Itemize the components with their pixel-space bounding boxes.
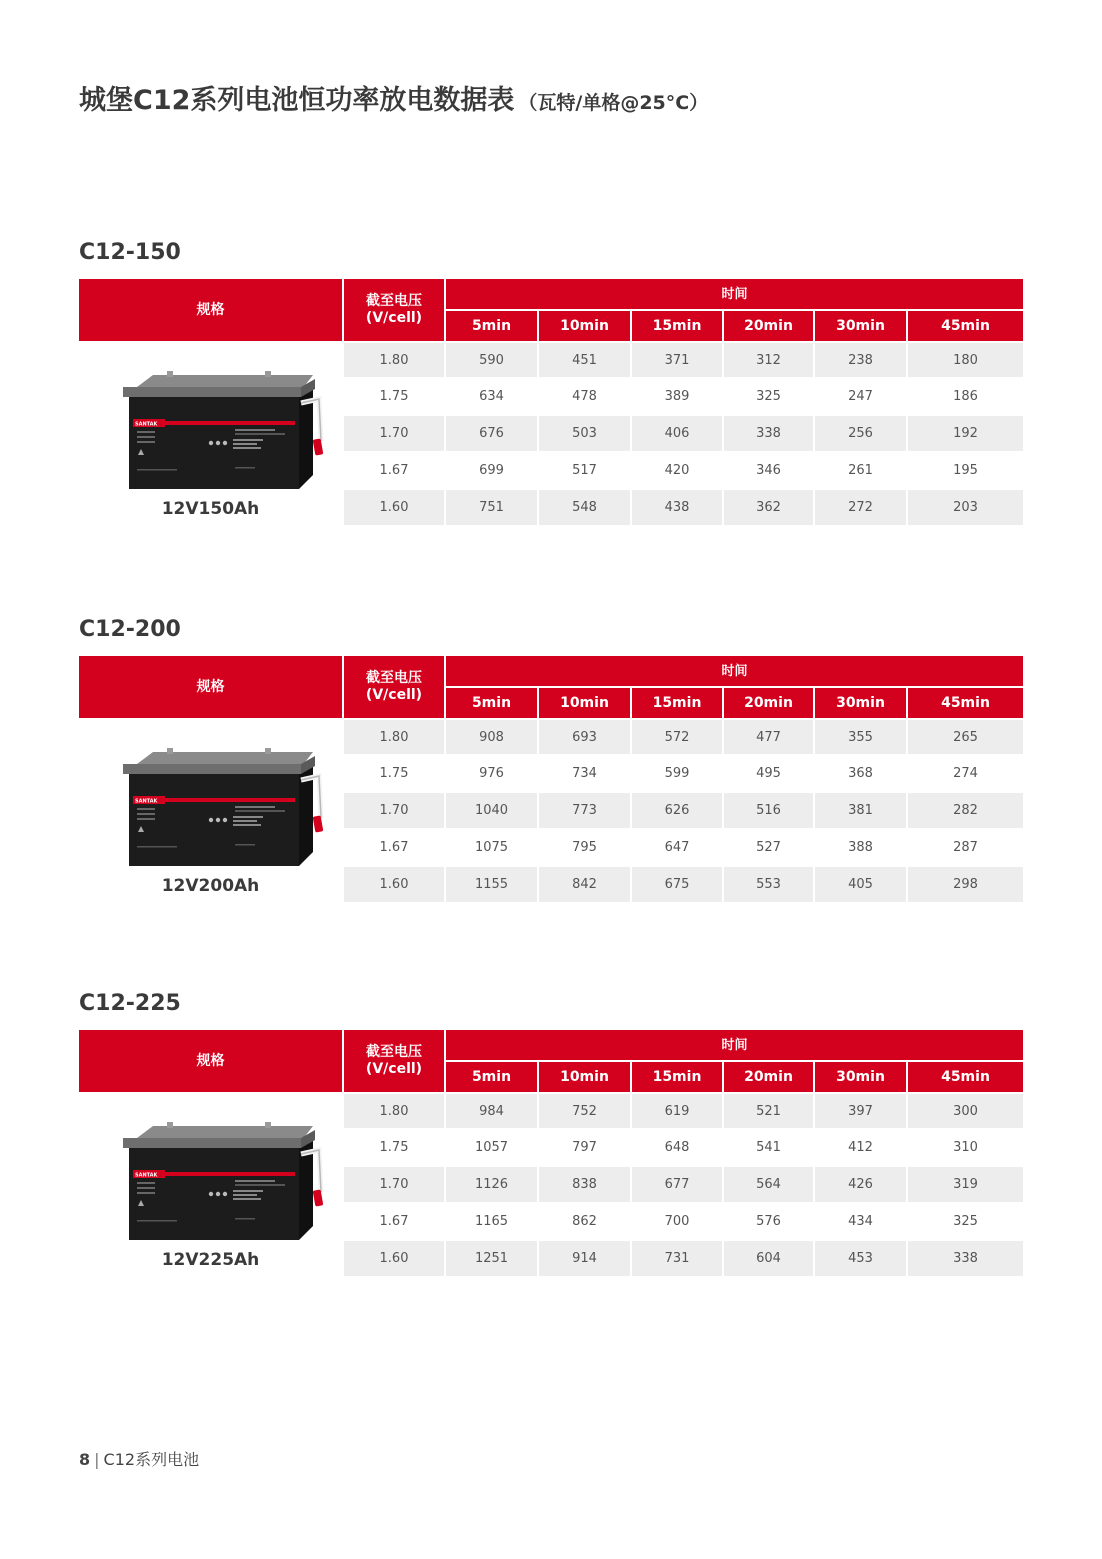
value-cell: 426 <box>815 1167 906 1202</box>
model-label: 12V200Ah <box>161 876 260 896</box>
battery-section <box>79 240 1023 530</box>
value-cell: 1075 <box>474 840 509 855</box>
voltage-cell: 1.70 <box>344 416 444 451</box>
value-cell: 325 <box>953 1214 978 1229</box>
value-cell: 412 <box>848 1140 873 1155</box>
value-cell: 397 <box>815 1094 906 1128</box>
value-cell: 908 <box>446 720 537 754</box>
value-cell: 338 <box>908 1241 1023 1276</box>
section-title: C12-150 <box>79 240 181 265</box>
model-label: 12V225Ah <box>161 1250 260 1270</box>
value-cell: 1040 <box>446 793 537 828</box>
battery-brand-text: SANTAK <box>135 798 158 805</box>
value-cell: 451 <box>539 343 630 377</box>
column-header: 5min <box>446 311 537 341</box>
spec-header: 规格 <box>79 279 342 341</box>
value-cell: 388 <box>848 840 873 855</box>
value-cell: 434 <box>848 1214 873 1229</box>
column-header: 15min <box>632 688 722 718</box>
value-cell: 700 <box>664 1214 690 1229</box>
battery-section <box>79 617 1023 907</box>
value-cell: 478 <box>572 389 597 404</box>
column-header: 45min <box>908 688 1023 718</box>
column-header: 30min <box>815 311 906 341</box>
value-cell: 256 <box>815 416 906 451</box>
cutoff-voltage-label: 截至电压 <box>366 670 422 686</box>
value-cell: 287 <box>953 840 978 855</box>
value-cell: 203 <box>908 490 1023 525</box>
value-cell: 1126 <box>446 1167 537 1202</box>
value-cell: 699 <box>479 463 504 478</box>
cutoff-voltage-unit: (V/cell) <box>365 310 423 326</box>
column-header: 20min <box>724 1062 813 1092</box>
value-cell: 477 <box>724 720 813 754</box>
spec-header: 规格 <box>79 656 342 718</box>
value-cell: 503 <box>539 416 630 451</box>
page-title-main: 城堡C12系列电池恒功率放电数据表 <box>79 85 515 116</box>
column-header: 20min <box>724 688 813 718</box>
value-cell: 247 <box>848 389 873 404</box>
value-cell: 590 <box>446 343 537 377</box>
voltage-cell: 1.80 <box>344 720 444 754</box>
value-cell: 192 <box>908 416 1023 451</box>
value-cell: 517 <box>572 463 597 478</box>
value-cell: 838 <box>539 1167 630 1202</box>
time-header: 时间 <box>446 1030 1023 1060</box>
value-cell: 338 <box>724 416 813 451</box>
value-cell: 319 <box>908 1167 1023 1202</box>
time-header: 时间 <box>446 279 1023 309</box>
voltage-cell: 1.75 <box>379 389 409 404</box>
voltage-cell: 1.60 <box>344 490 444 525</box>
value-cell: 572 <box>632 720 722 754</box>
value-cell: 186 <box>953 389 978 404</box>
value-cell: 310 <box>953 1140 978 1155</box>
column-header: 30min <box>815 688 906 718</box>
value-cell: 773 <box>539 793 630 828</box>
value-cell: 355 <box>815 720 906 754</box>
value-cell: 420 <box>664 463 690 478</box>
footer-separator: | <box>94 1450 100 1469</box>
value-cell: 1155 <box>446 867 537 902</box>
value-cell: 346 <box>756 463 781 478</box>
value-cell: 495 <box>756 766 781 781</box>
value-cell: 265 <box>908 720 1023 754</box>
value-cell: 693 <box>539 720 630 754</box>
cutoff-voltage-label: 截至电压 <box>366 293 422 309</box>
column-header: 10min <box>539 311 630 341</box>
column-header: 10min <box>539 688 630 718</box>
battery-illustration <box>115 371 325 501</box>
value-cell: 389 <box>664 389 690 404</box>
value-cell: 371 <box>632 343 722 377</box>
value-cell: 438 <box>632 490 722 525</box>
value-cell: 1251 <box>446 1241 537 1276</box>
column-header: 45min <box>908 311 1023 341</box>
voltage-cell: 1.60 <box>344 867 444 902</box>
page-footer <box>79 1447 199 1470</box>
value-cell: 453 <box>815 1241 906 1276</box>
value-cell: 599 <box>664 766 690 781</box>
value-cell: 238 <box>815 343 906 377</box>
voltage-cell: 1.75 <box>379 766 409 781</box>
value-cell: 272 <box>815 490 906 525</box>
value-cell: 180 <box>908 343 1023 377</box>
column-header: 30min <box>815 1062 906 1092</box>
cutoff-voltage-unit: (V/cell) <box>365 1061 423 1077</box>
battery-illustration <box>115 748 325 878</box>
column-header: 15min <box>632 311 722 341</box>
battery-illustration <box>115 1122 325 1252</box>
value-cell: 406 <box>632 416 722 451</box>
value-cell: 381 <box>815 793 906 828</box>
spec-header: 规格 <box>79 1030 342 1092</box>
value-cell: 195 <box>953 463 978 478</box>
value-cell: 274 <box>953 766 978 781</box>
column-header: 5min <box>446 688 537 718</box>
voltage-cell: 1.75 <box>379 1140 409 1155</box>
page-number: 8 <box>79 1450 91 1469</box>
value-cell: 914 <box>539 1241 630 1276</box>
voltage-cell: 1.67 <box>379 1214 409 1229</box>
battery-image <box>115 1122 325 1252</box>
voltage-cell: 1.60 <box>344 1241 444 1276</box>
column-header: 45min <box>908 1062 1023 1092</box>
value-cell: 300 <box>908 1094 1023 1128</box>
value-cell: 604 <box>724 1241 813 1276</box>
cutoff-voltage-unit: (V/cell) <box>365 687 423 703</box>
cutoff-voltage-header <box>344 279 444 341</box>
value-cell: 368 <box>848 766 873 781</box>
model-label: 12V150Ah <box>161 499 260 519</box>
voltage-cell: 1.80 <box>344 343 444 377</box>
value-cell: 521 <box>724 1094 813 1128</box>
value-cell: 541 <box>756 1140 781 1155</box>
value-cell: 862 <box>572 1214 597 1229</box>
page-title-subtitle: （瓦特/单格@25°C） <box>518 92 709 114</box>
value-cell: 576 <box>756 1214 781 1229</box>
value-cell: 325 <box>756 389 781 404</box>
value-cell: 797 <box>572 1140 597 1155</box>
value-cell: 795 <box>572 840 597 855</box>
column-header: 10min <box>539 1062 630 1092</box>
footer-text: C12系列电池 <box>103 1450 200 1469</box>
value-cell: 976 <box>479 766 504 781</box>
value-cell: 675 <box>632 867 722 902</box>
section-title: C12-225 <box>79 991 181 1016</box>
value-cell: 1165 <box>474 1214 509 1229</box>
battery-image <box>115 748 325 878</box>
value-cell: 362 <box>724 490 813 525</box>
value-cell: 634 <box>479 389 504 404</box>
value-cell: 553 <box>724 867 813 902</box>
cutoff-voltage-header <box>344 1030 444 1092</box>
value-cell: 676 <box>446 416 537 451</box>
value-cell: 751 <box>446 490 537 525</box>
value-cell: 282 <box>908 793 1023 828</box>
time-header: 时间 <box>446 656 1023 686</box>
value-cell: 312 <box>724 343 813 377</box>
cutoff-voltage-label: 截至电压 <box>366 1044 422 1060</box>
battery-image <box>115 371 325 501</box>
value-cell: 842 <box>539 867 630 902</box>
battery-brand-text: SANTAK <box>135 421 158 428</box>
value-cell: 1057 <box>474 1140 509 1155</box>
battery-section <box>79 991 1023 1281</box>
voltage-cell: 1.80 <box>344 1094 444 1128</box>
value-cell: 984 <box>446 1094 537 1128</box>
value-cell: 648 <box>664 1140 690 1155</box>
column-header: 20min <box>724 311 813 341</box>
value-cell: 677 <box>632 1167 722 1202</box>
voltage-cell: 1.67 <box>379 840 409 855</box>
value-cell: 298 <box>908 867 1023 902</box>
value-cell: 405 <box>815 867 906 902</box>
cutoff-voltage-header <box>344 656 444 718</box>
page-title <box>79 78 708 117</box>
voltage-cell: 1.70 <box>344 793 444 828</box>
value-cell: 626 <box>632 793 722 828</box>
battery-brand-text: SANTAK <box>135 1172 158 1179</box>
value-cell: 261 <box>848 463 873 478</box>
value-cell: 731 <box>632 1241 722 1276</box>
column-header: 15min <box>632 1062 722 1092</box>
value-cell: 548 <box>539 490 630 525</box>
value-cell: 752 <box>539 1094 630 1128</box>
column-header: 5min <box>446 1062 537 1092</box>
value-cell: 516 <box>724 793 813 828</box>
voltage-cell: 1.67 <box>379 463 409 478</box>
value-cell: 734 <box>572 766 597 781</box>
value-cell: 564 <box>724 1167 813 1202</box>
value-cell: 619 <box>632 1094 722 1128</box>
section-title: C12-200 <box>79 617 181 642</box>
value-cell: 527 <box>756 840 781 855</box>
value-cell: 647 <box>664 840 690 855</box>
voltage-cell: 1.70 <box>344 1167 444 1202</box>
